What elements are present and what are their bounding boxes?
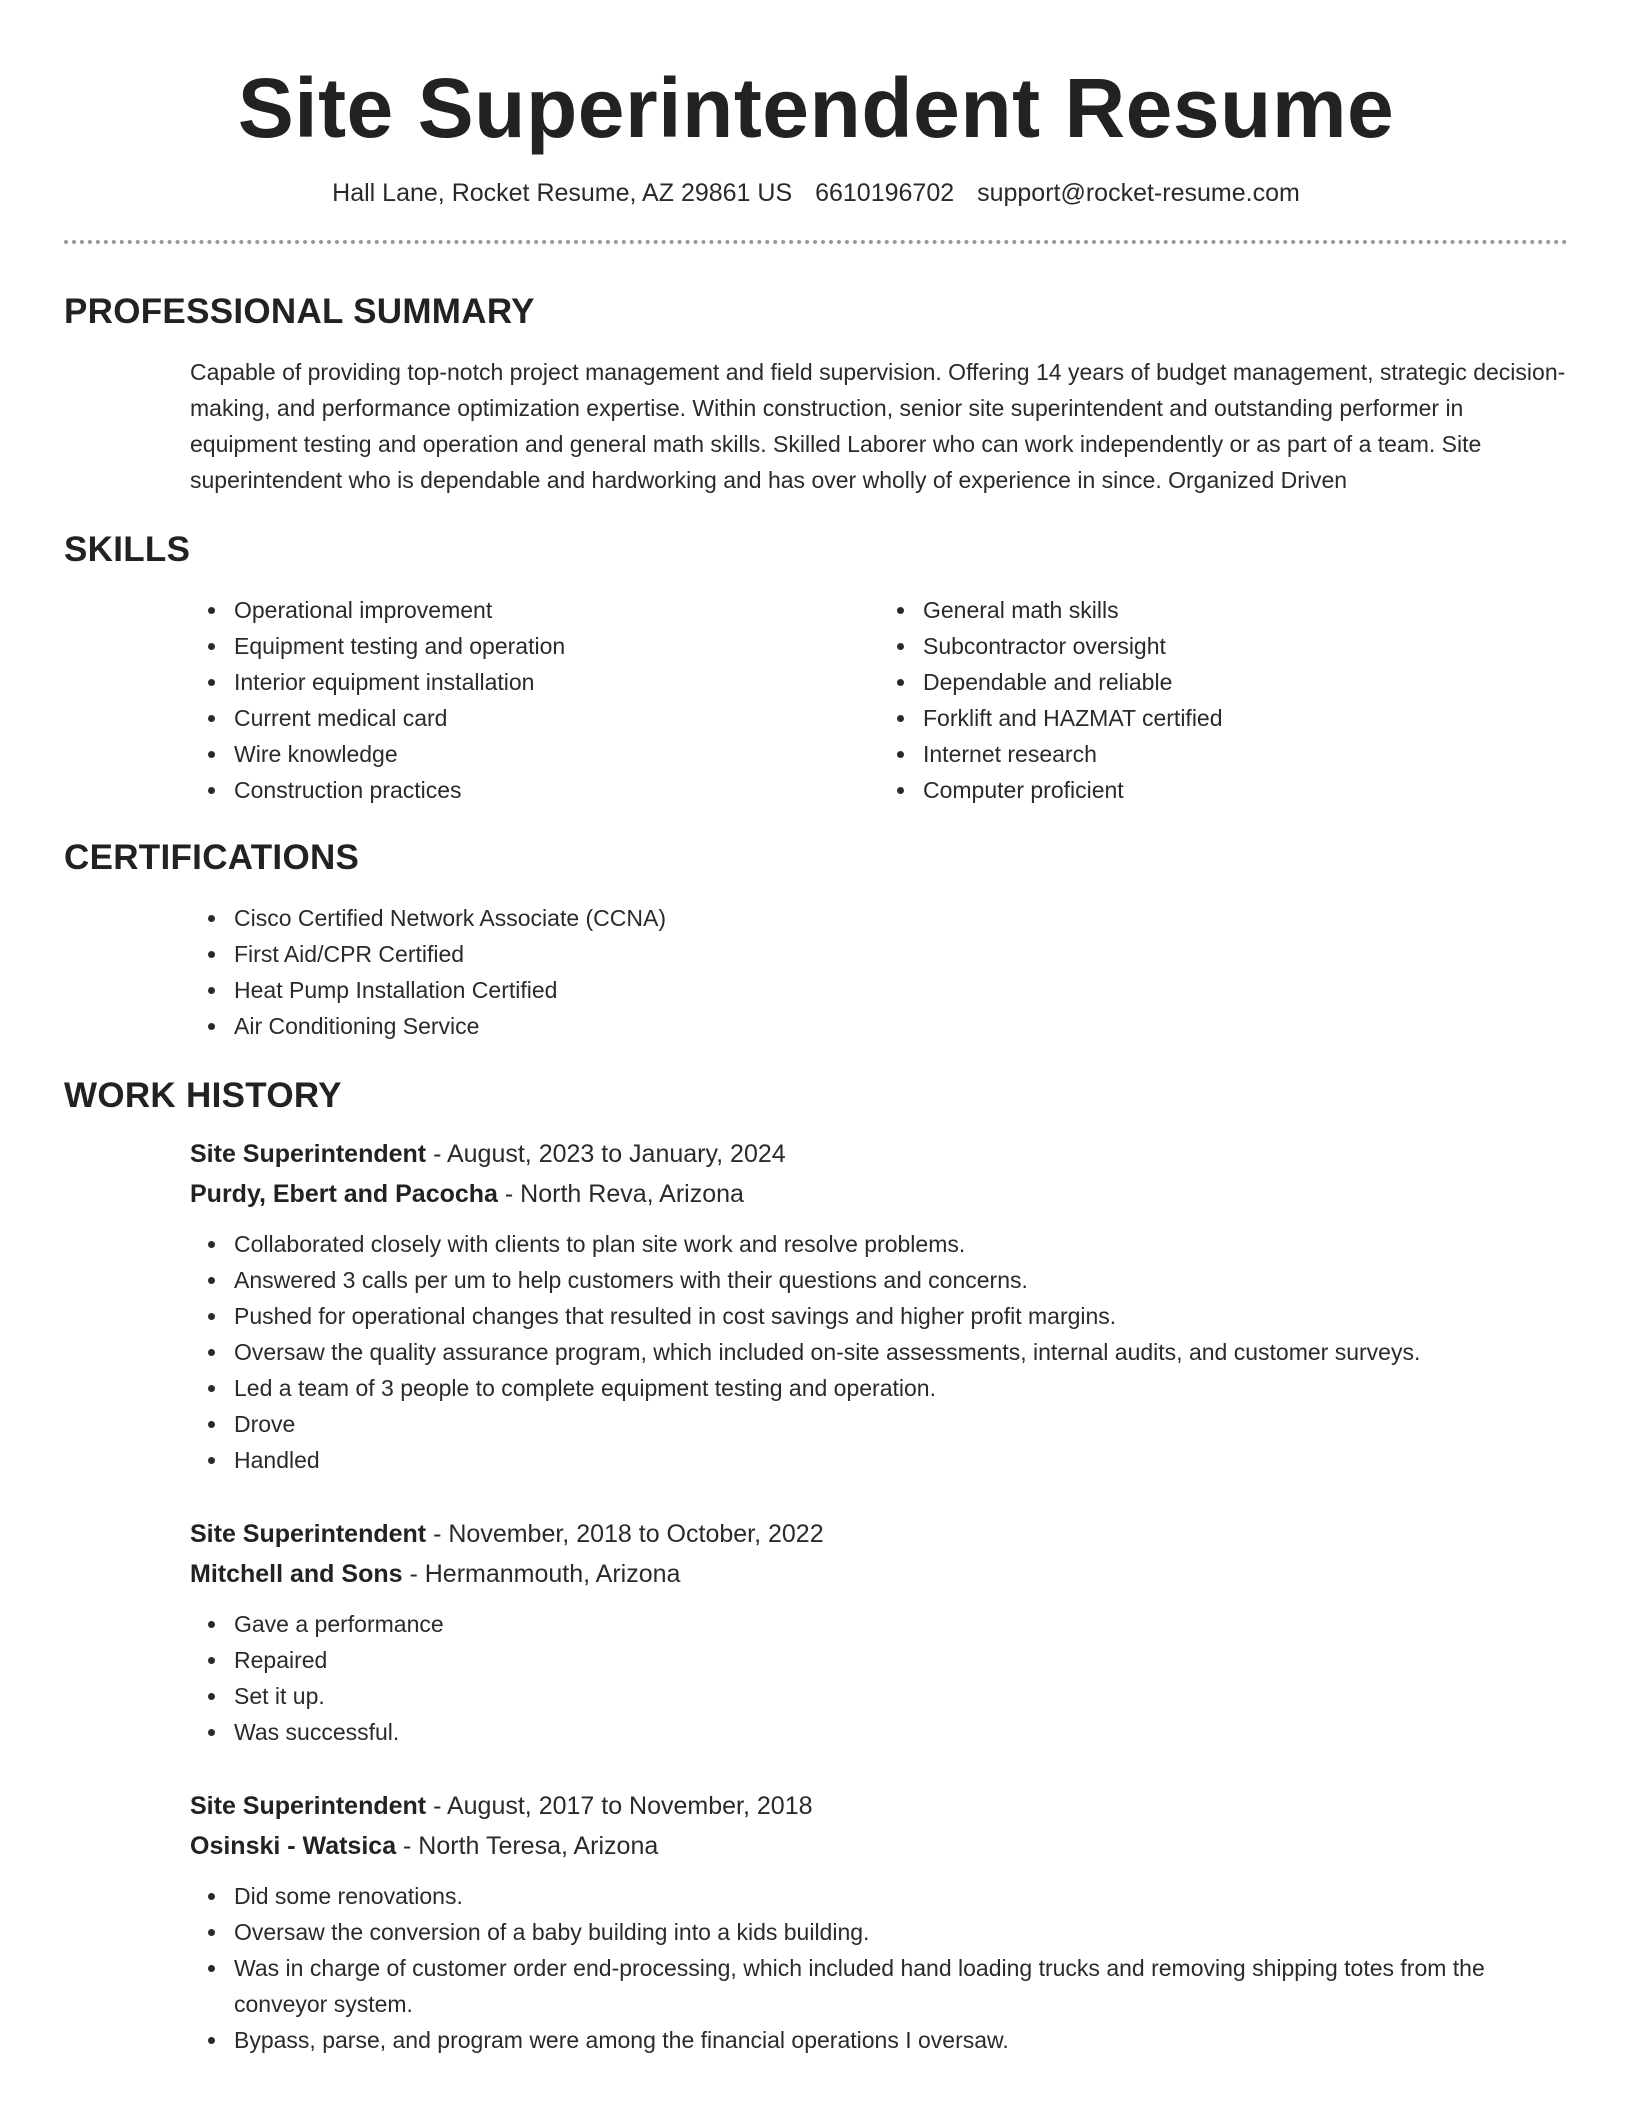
job-entry	[190, 1514, 1568, 1750]
summary-heading: PROFESSIONAL SUMMARY	[64, 292, 535, 331]
list-item: Internet research	[923, 736, 1568, 772]
contact-phone: 6610196702	[815, 179, 955, 207]
job-title-line	[190, 1786, 1568, 1826]
list-item: Handled	[234, 1442, 1568, 1478]
page-title: Site Superintendent Resume	[237, 61, 1395, 155]
job-employer: Purdy, Ebert and Pacocha	[190, 1180, 498, 1208]
certifications-heading: CERTIFICATIONS	[64, 838, 360, 877]
list-item: Was in charge of customer order end-processing, which included hand loading trucks and removing shipping totes from the conveyor system.	[234, 1950, 1568, 2022]
list-item: Led a team of 3 people to complete equipment testing and operation.	[234, 1370, 1568, 1406]
job-duties	[190, 1878, 1568, 2058]
list-item: Interior equipment installation	[234, 664, 879, 700]
skills-list	[190, 592, 1568, 808]
list-item: Answered 3 calls per um to help customers with their questions and concerns.	[234, 1262, 1568, 1298]
list-item: Was successful.	[234, 1714, 1568, 1750]
summary-text: Capable of providing top-notch project management and field supervision. Offering 14 years of budget management, strategic decision-making, and performance optimization expertise. Within construction, senior site superintendent and outstanding performer in equipment testing and operation and general math skills. Skilled Laborer who can work independently or as part of a team. Site superintendent who is dependable and hardworking and has over wholly of experience in since. Organized Driven	[190, 359, 1566, 493]
job-employer-line	[190, 1554, 1568, 1594]
contact-info	[64, 176, 1568, 210]
job-location: - North Teresa, Arizona	[396, 1832, 659, 1860]
job-dates: - August, 2017 to November, 2018	[426, 1792, 813, 1820]
list-item: Construction practices	[234, 772, 879, 808]
job-employer: Mitchell and Sons	[190, 1560, 403, 1588]
list-item: Cisco Certified Network Associate (CCNA)	[234, 900, 1568, 936]
job-location: - Hermanmouth, Arizona	[402, 1560, 681, 1588]
skills-left-column	[190, 592, 879, 808]
job-title-line	[190, 1134, 1568, 1174]
job-title-line	[190, 1514, 1568, 1554]
job-employer: Osinski - Watsica	[190, 1832, 397, 1860]
list-item: Pushed for operational changes that resulted in cost savings and higher profit margins.	[234, 1298, 1568, 1334]
list-item: Collaborated closely with clients to plan site work and resolve problems.	[234, 1226, 1568, 1262]
list-item: Computer proficient	[923, 772, 1568, 808]
list-item: Bypass, parse, and program were among the financial operations I oversaw.	[234, 2022, 1568, 2058]
list-item: Oversaw the quality assurance program, which included on-site assessments, internal audits, and customer surveys.	[234, 1334, 1568, 1370]
job-duties	[190, 1606, 1568, 1750]
certifications-list	[190, 900, 1568, 1044]
list-item: Operational improvement	[234, 592, 879, 628]
list-item: Repaired	[234, 1642, 1568, 1678]
list-item: Heat Pump Installation Certified	[234, 972, 1568, 1008]
list-item: General math skills	[923, 592, 1568, 628]
job-duties	[190, 1226, 1568, 1478]
list-item: Set it up.	[234, 1678, 1568, 1714]
job-dates: - August, 2023 to January, 2024	[426, 1140, 786, 1168]
list-item: Gave a performance	[234, 1606, 1568, 1642]
list-item: Subcontractor oversight	[923, 628, 1568, 664]
job-entry	[190, 1786, 1568, 2058]
job-title: Site Superintendent	[190, 1140, 427, 1168]
header-divider	[64, 240, 1568, 244]
list-item: Forklift and HAZMAT certified	[923, 700, 1568, 736]
skills-right-column	[879, 592, 1568, 808]
list-item: Dependable and reliable	[923, 664, 1568, 700]
list-item: Current medical card	[234, 700, 879, 736]
skills-heading: SKILLS	[64, 530, 191, 569]
contact-address: Hall Lane, Rocket Resume, AZ 29861 US	[332, 179, 793, 207]
job-entry	[190, 1134, 1568, 1478]
work-history-list	[190, 1134, 1568, 2058]
job-dates: - November, 2018 to October, 2022	[426, 1520, 824, 1548]
job-title: Site Superintendent	[190, 1792, 427, 1820]
job-employer-line	[190, 1826, 1568, 1866]
job-employer-line	[190, 1174, 1568, 1214]
list-item: Air Conditioning Service	[234, 1008, 1568, 1044]
list-item: Equipment testing and operation	[234, 628, 879, 664]
contact-email: support@rocket-resume.com	[977, 179, 1300, 207]
list-item: First Aid/CPR Certified	[234, 936, 1568, 972]
job-location: - North Reva, Arizona	[497, 1180, 744, 1208]
list-item: Oversaw the conversion of a baby building into a kids building.	[234, 1914, 1568, 1950]
list-item: Wire knowledge	[234, 736, 879, 772]
list-item: Did some renovations.	[234, 1878, 1568, 1914]
work-history-heading: WORK HISTORY	[64, 1076, 342, 1115]
job-title: Site Superintendent	[190, 1520, 427, 1548]
list-item: Drove	[234, 1406, 1568, 1442]
